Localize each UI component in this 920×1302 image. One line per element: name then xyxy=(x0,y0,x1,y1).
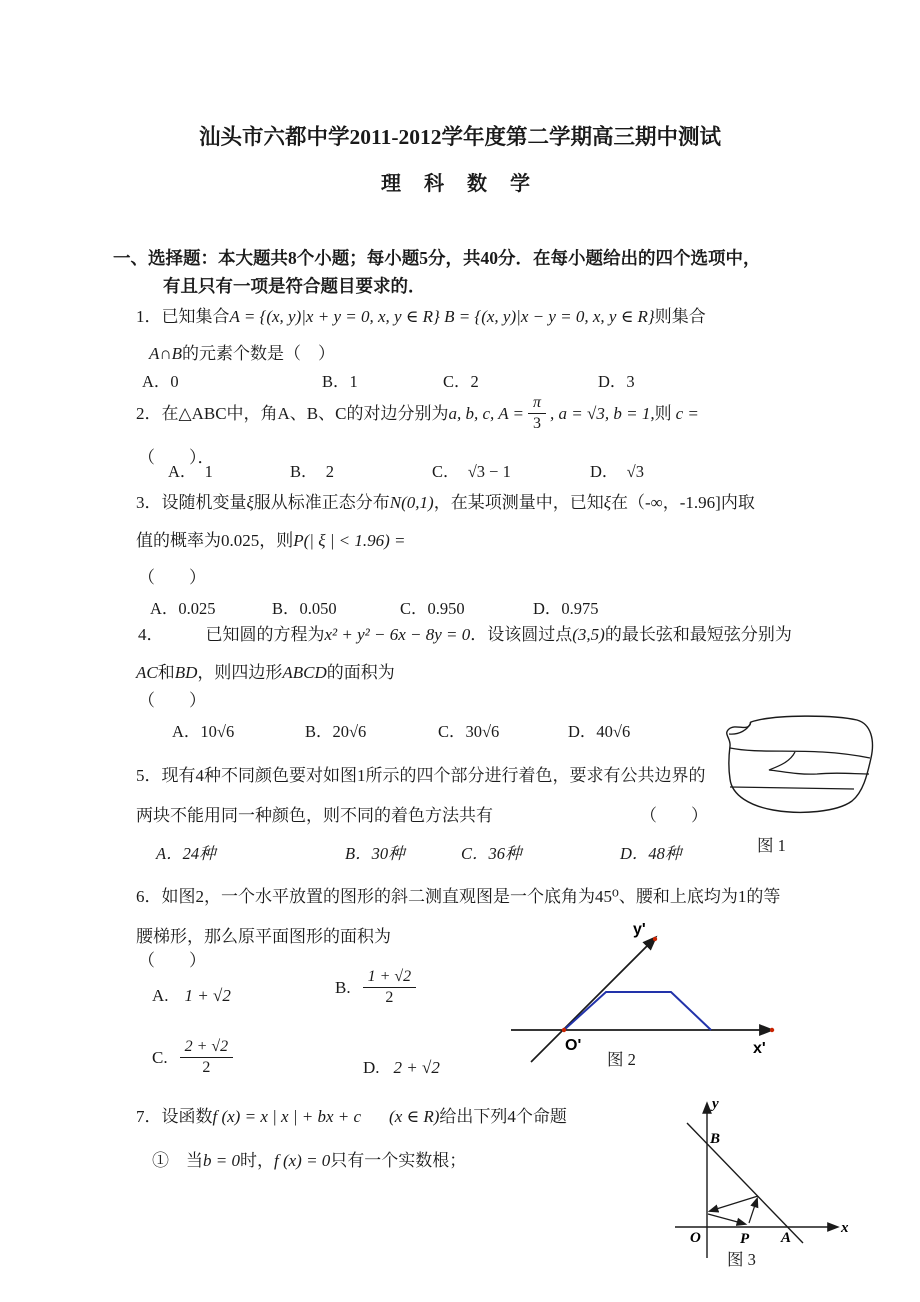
q2-option-c: C． √3 − 1 xyxy=(432,462,511,481)
q4-line1 xyxy=(138,624,792,645)
q7-text1: 设函数 xyxy=(161,1107,213,1126)
q7-number: 7． xyxy=(136,1107,162,1126)
figure-1-region-drawing xyxy=(705,700,890,825)
fraction-numerator: π xyxy=(528,394,546,414)
q5-option-b: B．30种 xyxy=(345,844,405,863)
figure-3-caption: 图 3 xyxy=(727,1250,756,1269)
fraction-denominator: 3 xyxy=(533,415,542,433)
q3-paren: （ ） xyxy=(138,568,206,587)
q1-number: 1． xyxy=(136,307,162,326)
q3-line1 xyxy=(136,492,755,513)
q1-option-b: B．1 xyxy=(322,372,358,391)
fraction-denominator: 2 xyxy=(385,989,394,1007)
q3-text4: 在（-∞，-1.96]内取 xyxy=(610,493,755,512)
q1-text1: 已知集合 xyxy=(161,307,230,326)
q1-option-d: D．3 xyxy=(598,372,635,391)
q1-text2: 则集合 xyxy=(654,307,706,326)
q6-option-d-value: 2 + √2 xyxy=(393,1058,440,1077)
figure-2-red-dot-x-tip xyxy=(770,1028,774,1032)
figure-2-y-prime-axis xyxy=(531,938,655,1062)
q1-line2 xyxy=(149,343,335,364)
q4-option-b: B．20√6 xyxy=(305,722,367,741)
figure-3-point-a-label: A xyxy=(781,1230,792,1246)
q5-option-d: D．48种 xyxy=(620,844,682,863)
figure-2-red-dot-y-tip xyxy=(653,937,657,941)
q5-line1: 5．现有4种不同颜色要对如图1所示的四个部分进行着色，要求有公共边界的 xyxy=(136,766,706,785)
q2-fraction-pi-over-3 xyxy=(528,394,546,434)
fraction-numerator: 2 + √2 xyxy=(180,1038,234,1058)
figure-3-vector-2 xyxy=(708,1214,745,1224)
q4-math-ac: AC xyxy=(136,663,158,682)
q4-option-d: D．40√6 xyxy=(568,722,631,741)
q4-math-circle-eq: x² + y² − 6x − 8y = 0 xyxy=(324,625,471,644)
q6-option-b-fraction xyxy=(363,968,417,1008)
q3-math-xi1: ξ xyxy=(246,493,254,512)
q2-math3: c = xyxy=(675,404,699,424)
figure-1-caption: 图 1 xyxy=(757,836,786,855)
figure-2-x-prime-label: x' xyxy=(753,1040,766,1057)
figure-2-red-dot-origin xyxy=(562,1028,566,1032)
exam-subtitle: 理 科 数 学 xyxy=(381,173,539,195)
section-heading-line2: 有且只有一项是符合题目要求的． xyxy=(163,276,426,296)
q7-math-domain: (x ∈ R) xyxy=(389,1107,440,1126)
q6-option-c-label: C. xyxy=(152,1048,168,1068)
figure-1-outline xyxy=(727,716,873,812)
q6-option-b xyxy=(335,968,420,1008)
q7-line1 xyxy=(136,1106,567,1127)
figure-1-divider-top xyxy=(730,748,870,758)
q3-math-xi2: ξ xyxy=(603,493,611,512)
q7-prop1-text1: ① 当 xyxy=(152,1151,203,1170)
q5-line2: 两块不能用同一种颜色，则不同的着色方法共有 xyxy=(136,806,493,825)
section-heading-line1: 一、选择题：本大题共8个小题；每小题5分，共40分．在每小题给出的四个选项中， xyxy=(113,248,761,268)
figure-3-line-ab xyxy=(687,1123,803,1243)
q3-option-a: A．0.025 xyxy=(150,599,216,618)
q2-text2: 则 xyxy=(654,404,672,424)
q4-text4: ，则四边形 xyxy=(197,663,283,682)
q1-math-sets: A = {(x, y)|x + y = 0, x, y ∈ R} B = {(x, y)|x − y = 0, x, y ∈ R} xyxy=(229,307,655,326)
figure-3-y-label: y xyxy=(712,1096,719,1112)
q1-option-c: C．2 xyxy=(443,372,479,391)
q2-option-b: B． 2 xyxy=(290,462,335,481)
figure-2-y-prime-label: y' xyxy=(633,921,646,938)
q3-option-b: B．0.050 xyxy=(272,599,337,618)
q2-math1: a, b, c, A = xyxy=(448,404,525,424)
figure-3-point-p-label: P xyxy=(740,1231,750,1247)
q6-option-b-label: B. xyxy=(335,978,351,998)
figure-3-x-label: x xyxy=(841,1220,849,1236)
figure-3-vector-diagram xyxy=(653,1090,905,1262)
figure-1-divider-bottom xyxy=(730,787,854,789)
q1-math-intersection: A∩B xyxy=(149,344,183,363)
q4-math-abcd: ABCD xyxy=(282,663,327,682)
q6-option-a-value: 1 + √2 xyxy=(184,986,231,1005)
q6-option-d-label: D. xyxy=(363,1058,380,1077)
q5-option-c: C．36种 xyxy=(461,844,522,863)
q2-paren: （ ）． xyxy=(138,448,215,467)
q4-number: 4． xyxy=(138,625,164,644)
figure-3-vector-1 xyxy=(710,1196,758,1211)
q4-paren: （ ） xyxy=(138,691,206,710)
q3-text2: 服从标准正态分布 xyxy=(253,493,390,512)
q3-option-d: D．0.975 xyxy=(533,599,599,618)
figure-3-point-b-label: B xyxy=(710,1131,721,1147)
q4-text3: 的最长弦和最短弦分别为 xyxy=(604,625,792,644)
figure-3-origin-label: O xyxy=(690,1230,701,1246)
q2-math2: , a = √3, b = 1, xyxy=(550,404,655,424)
q7-prop1-text2: 时， xyxy=(239,1151,274,1170)
q7-prop1-math1: b = 0 xyxy=(203,1151,240,1170)
q3-line2 xyxy=(136,530,406,551)
q6-option-c xyxy=(152,1038,237,1078)
q3-line2-text: 值的概率为0.025，则 xyxy=(136,531,294,550)
figure-2-trapezoid xyxy=(564,992,711,1030)
q2-text1: 在△ABC中，角A、B、C的对边分别为 xyxy=(161,404,449,424)
q4-option-a: A．10√6 xyxy=(172,722,235,741)
q6-option-c-fraction xyxy=(180,1038,234,1078)
q6-option-a-label: A. xyxy=(152,986,169,1005)
q4-math-bd: BD xyxy=(174,663,198,682)
q6-paren: （ ） xyxy=(138,951,206,970)
q7-text2: 给出下列4个命题 xyxy=(439,1107,567,1126)
q5-paren: （ ） xyxy=(640,806,708,825)
q5-option-a: A．24种 xyxy=(156,844,216,863)
q3-math-normal-dist: N(0,1) xyxy=(389,493,434,512)
q4-text2: ．设该圆过点 xyxy=(470,625,573,644)
q2-option-d: D． √3 xyxy=(590,462,644,481)
q1-text3: 的元素个数是（ ） xyxy=(182,344,336,363)
figure-2-origin-label: O' xyxy=(565,1037,582,1054)
fraction-denominator: 2 xyxy=(202,1059,211,1077)
q6-line1: 6．如图2，一个水平放置的图形的斜二测直观图是一个底角为45⁰、腰和上底均为1的等 xyxy=(136,887,781,906)
q6-line2: 腰梯形，那么原平面图形的面积为 xyxy=(136,927,391,946)
q2-option-a: A． 1 xyxy=(168,462,213,481)
q7-math-function: f (x) = x | x | + bx + c xyxy=(212,1107,362,1126)
figure-2-caption: 图 2 xyxy=(607,1050,636,1069)
q1-line1 xyxy=(136,306,706,327)
q7-proposition-1 xyxy=(152,1150,466,1171)
figure-3-vector-3 xyxy=(749,1199,757,1223)
q7-prop1-text3: 只有一个实数根； xyxy=(330,1151,467,1170)
q4-math-point: (3,5) xyxy=(572,625,605,644)
q7-prop1-math2: f (x) = 0 xyxy=(273,1151,331,1170)
q1-option-a: A．0 xyxy=(142,372,179,391)
q3-text1: 设随机变量 xyxy=(161,493,247,512)
q4-text5: 的面积为 xyxy=(326,663,395,682)
q3-line2-math: P(| ξ | < 1.96) = xyxy=(293,531,406,550)
q2-number: 2． xyxy=(136,404,162,424)
q6-option-a xyxy=(152,985,231,1006)
q4-text-and: 和 xyxy=(157,663,175,682)
figure-2-oblique-diagram xyxy=(485,916,795,1068)
q2-line1 xyxy=(136,394,699,434)
q3-text3: ，在某项测量中，已知 xyxy=(433,493,604,512)
fraction-numerator: 1 + √2 xyxy=(363,968,417,988)
q3-option-c: C．0.950 xyxy=(400,599,465,618)
q4-option-c: C．30√6 xyxy=(438,722,500,741)
q3-number: 3． xyxy=(136,493,162,512)
q6-option-d xyxy=(363,1057,440,1078)
q4-text1: 已知圆的方程为 xyxy=(205,625,325,644)
q4-line2 xyxy=(136,662,395,683)
exam-title: 汕头市六都中学2011-2012学年度第二学期高三期中测试 xyxy=(199,125,721,149)
